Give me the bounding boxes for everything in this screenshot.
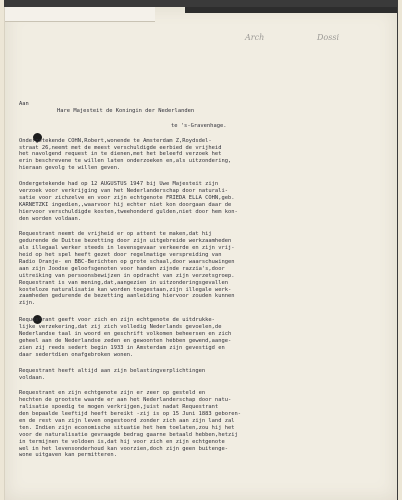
letter-page <box>4 7 397 500</box>
paragraph-line: erin beschrevene te willen laten onderzoeken en,als uitzondering, <box>19 158 232 165</box>
address-place: te 's-Gravenhage. <box>171 122 227 129</box>
paragraph-line: ten. Indien zijn economische situatie het hem toelaten,zou hij het <box>19 424 235 431</box>
scan-frame <box>4 0 398 500</box>
paragraph-line: den worden voldaan. <box>19 215 82 222</box>
paragraph-line: Ondergetekende had op 12 AUGUSTUS 1947 bij Uwe Majesteit zijn <box>19 181 219 188</box>
paragraph <box>19 317 391 358</box>
paragraph-line: hechten de grootste waarde er aan het Nederlanderschap door natu- <box>19 397 232 404</box>
paragraph-line: verzoek voor verkrijging van het Nederlanderschap door naturali- <box>19 188 228 195</box>
pencil-note-arch: Arch <box>245 33 265 42</box>
paragraph <box>19 138 391 172</box>
paper-tab <box>5 7 155 22</box>
paragraph-line: zijn. <box>19 300 36 307</box>
paragraph-line: gedurende de Duitse bezetting door zijn uitgebreide werkzaamheden <box>19 238 232 245</box>
paragraph <box>19 368 391 382</box>
paragraph-line: en de rest van zijn leven ongestoord zonder zich aan zijn land zal <box>19 417 235 424</box>
paragraph-line: Requestrant heeft altijd aan zijn belastingverplichtingen <box>19 367 206 374</box>
paragraph-line: Ondergetekende COHN,Robert,wonende te Amsterdam Z,Roydsdel- <box>19 137 212 144</box>
paragraph-line: in termijnen te voldoen is,dat hij voor zich en zijn echtgenote <box>19 438 225 445</box>
paragraph-line: voldaan. <box>19 374 46 381</box>
paragraph-line: als illegaal werker steeds in levensgevaar verkeerde en zijn vrij- <box>19 245 235 252</box>
letter-body <box>19 101 391 468</box>
paragraph-line: geheel aan de Nederlandse zeden en gewoonten hebben gewend,aange- <box>19 337 232 344</box>
paragraph-line: satie voor zichzelve en voor zijn echtgenote FRIEDA ELLA COHN,geb. <box>19 194 235 201</box>
paragraph-line: straat 26,neemt met de meest verschuldigde eerbied de vrijheid <box>19 144 222 151</box>
paragraph-line: Requestrant en zijn echtgenote zijn er zeer op gesteld en <box>19 390 206 397</box>
pencil-note-dossi: Dossi <box>317 33 339 42</box>
paragraph-line: Requestrant is van mening,dat,aangezien in uitzonderingsgevallen <box>19 279 228 286</box>
paragraph-line: den bepaalde leeftijd heeft bereikt -zij is op 15 Juni 1883 geboren- <box>19 411 242 418</box>
paragraph-line: wone uitgaven kan permitteren. <box>19 452 117 459</box>
paragraph-line: Requestrant geeft voor zich en zijn echtgenote de uitdrukke- <box>19 317 215 324</box>
paragraph-line: KARNETZKI ingedien,,waarvoor hij echter niet kon doorgaan daar de <box>19 201 232 208</box>
paragraph-line: daar sedertdien onafgebroken wonen. <box>19 351 134 358</box>
paragraph-line: uitreiking van persoonsbewijzen in opdracht van zijn verzetsgroep. <box>19 272 235 279</box>
letter-paragraphs <box>19 138 391 460</box>
paragraph-line: voor de naturalisatie gevraagde bedrag gaarne betaald hebben,hetzij <box>19 431 238 438</box>
address-recipient: Hare Majesteit de Koningin der Nederlanden <box>57 107 195 114</box>
paragraph-line: lijke verzekering,dat zij zich volledig Nederlands gevoelen,de <box>19 324 222 331</box>
paragraph-line: aan zijn Joodse geloofsgenoten voor handen zijnde razzia's,door <box>19 265 225 272</box>
paper-tear <box>185 7 397 13</box>
paragraph-line: wel in het levensonderhoud kan voorzien,doch zijn geen buitenge- <box>19 445 228 452</box>
paragraph-line: ralisatie spoedig te mogen verkrijgen,juist nadat Requestrant <box>19 404 219 411</box>
paragraph-line: hieraan gevolg te willen geven. <box>19 165 121 172</box>
paragraph <box>19 231 391 307</box>
paragraph-line: zaamheden gedurende de bezetting aanleiding hiervoor zouden kunnen <box>19 293 235 300</box>
paragraph-line: Requestrant neemt de vrijheid er op attent te maken,dat hij <box>19 231 212 238</box>
address-to: Aan <box>19 101 29 107</box>
paragraph-line: kosteloze naturalisatie kan worden toegestaan,zijn illegale werk- <box>19 286 232 293</box>
paragraph-line: zien zij reeds sedert begin 1933 in Amsterdam zijn gevestigd en <box>19 344 225 351</box>
paragraph-line: Radio Oranje- en BBC-Berichten op grote schaal,door waarschuwingen <box>19 259 235 266</box>
paragraph-line: het navolgend request in te dienen,met het beleefd verzoek het <box>19 151 222 158</box>
paragraph-line: hiervoor verschuldigde kosten,tweehonderd gulden,niet door hem kon- <box>19 208 238 215</box>
paragraph-line: Nederlandse taal in woord en geschrift volkomen beheersen en zich <box>19 331 232 338</box>
paragraph <box>19 181 391 222</box>
paragraph <box>19 390 391 459</box>
paragraph-line: heid op het spel heeft gezet door regelmatige verspreiding van <box>19 252 222 259</box>
